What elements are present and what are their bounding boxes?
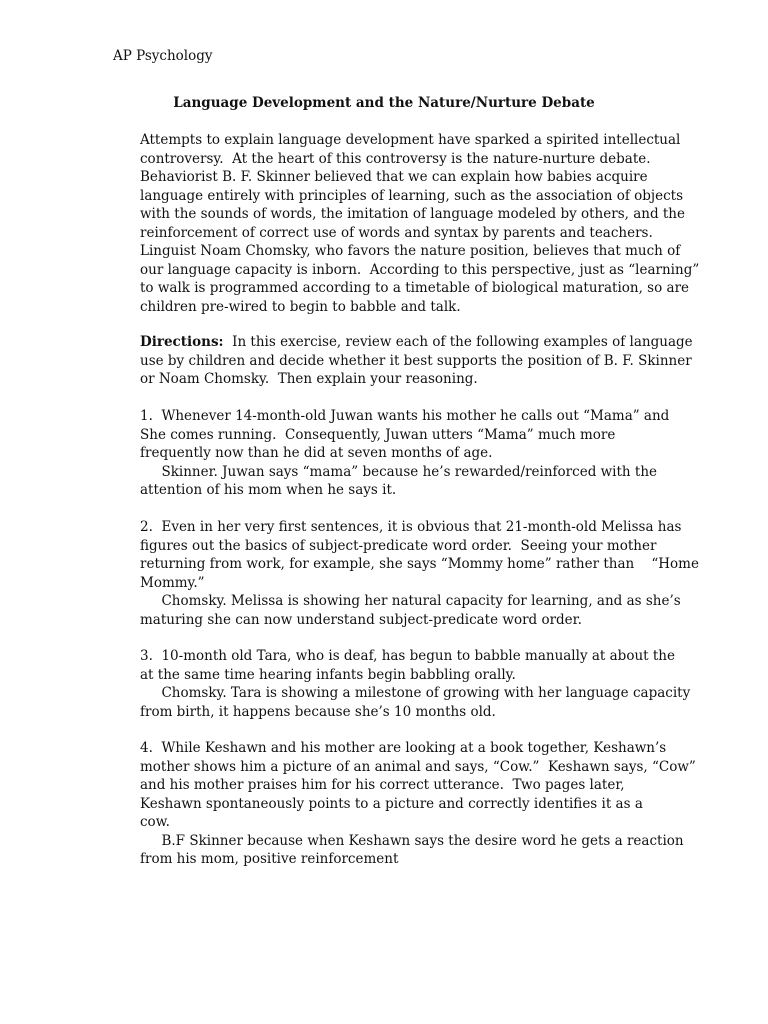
answer-line: Skinner. Juwan says “mama” because he’s rewarded/reinforced with the [140, 463, 658, 480]
intro-line: our language capacity is inborn. According to this perspective, just as “learning” [140, 261, 700, 278]
page-title: Language Development and the Nature/Nurture Debate [173, 95, 595, 111]
question-line: figures out the basics of subject-predicate word order. Seeing your mother [140, 537, 657, 554]
question-1 [140, 407, 670, 500]
question-2 [140, 518, 699, 629]
answer-line: from his mom, positive reinforcement [140, 851, 399, 867]
question-line: 2. Even in her very first sentences, it is obvious that 21-month-old Melissa has [140, 519, 682, 535]
question-line: returning from work, for example, she says “Mommy home” rather than “Home [140, 556, 699, 572]
answer-line: from birth, it happens because she’s 10 months old. [140, 703, 496, 720]
question-line: She comes running. Consequently, Juwan utters “Mama” much more [140, 426, 616, 443]
course-header: AP Psychology [113, 48, 213, 64]
question-line: 1. Whenever 14-month-old Juwan wants his mother he calls out “Mama” and [140, 408, 670, 424]
directions-line [140, 333, 693, 352]
question-line: 3. 10-month old Tara, who is deaf, has begun to babble manually at about the [140, 648, 675, 664]
intro-line: Behaviorist B. F. Skinner believed that we can explain how babies acquire [140, 169, 648, 185]
answer-line: maturing she can now understand subject-predicate word order. [140, 611, 582, 628]
intro-line: controversy. At the heart of this controversy is the nature-nurture debate. [140, 150, 651, 167]
intro-line: children pre-wired to begin to babble and talk. [140, 298, 461, 315]
directions-text: In this exercise, review each of the following examples of language [223, 334, 693, 350]
question-3 [140, 647, 691, 721]
question-line: Mommy.” [140, 574, 205, 591]
directions-line: or Noam Chomsky. Then explain your reasoning. [140, 371, 478, 387]
directions-line: use by children and decide whether it best supports the position of B. F. Skinner [140, 352, 692, 369]
question-line: Keshawn spontaneously points to a picture and correctly identifies it as a [140, 795, 643, 812]
directions-paragraph [140, 333, 693, 389]
intro-line: reinforcement of correct use of words and syntax by parents and teachers. [140, 224, 653, 241]
answer-line: Chomsky. Melissa is showing her natural capacity for learning, and as she’s [140, 593, 681, 609]
question-line: frequently now than he did at seven months of age. [140, 445, 493, 461]
intro-line: to walk is programmed according to a timetable of biological maturation, so are [140, 280, 690, 296]
question-line: at the same time hearing infants begin babbling orally. [140, 666, 516, 683]
directions-label: Directions: [140, 334, 224, 350]
question-line: 4. While Keshawn and his mother are looking at a book together, Keshawn’s [140, 740, 667, 756]
question-4 [140, 739, 696, 869]
answer-line: attention of his mom when he says it. [140, 482, 397, 498]
question-line: cow. [140, 814, 170, 830]
question-line: and his mother praises him for his correct utterance. Two pages later, [140, 777, 625, 793]
question-line: mother shows him a picture of an animal and says, “Cow.” Keshawn says, “Cow” [140, 758, 696, 775]
intro-line: Linguist Noam Chomsky, who favors the nature position, believes that much of [140, 243, 681, 259]
intro-line: Attempts to explain language development have sparked a spirited intellectual [140, 132, 681, 148]
answer-line: Chomsky. Tara is showing a milestone of growing with her language capacity [140, 685, 691, 701]
answer-line: B.F Skinner because when Keshawn says the desire word he gets a reaction [140, 832, 684, 849]
intro-line: language entirely with principles of learning, such as the association of objects [140, 187, 683, 204]
intro-paragraph [140, 131, 700, 316]
intro-line: with the sounds of words, the imitation of language modeled by others, and the [140, 206, 685, 222]
